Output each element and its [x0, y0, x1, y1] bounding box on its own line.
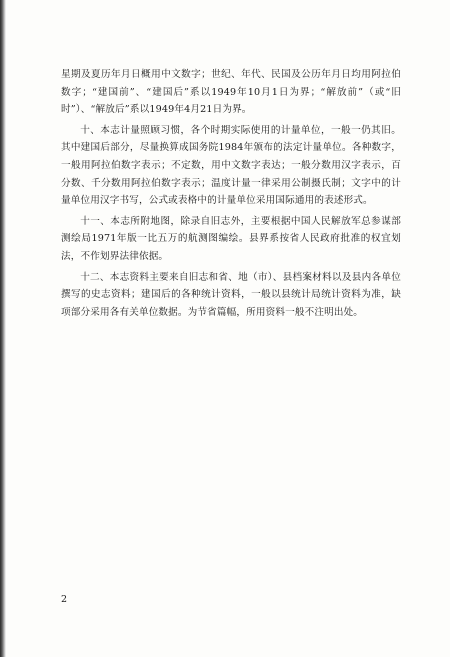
paragraph-continuation: 星期及夏历年月日概用中文数字；世纪、年代、民国及公历年月日均用阿拉伯数字；“建国前”、“建国后”系以1949年10月1日为界；“解放前”（或“旧时”）、“解放后”系以1949年4月21日为界。: [61, 69, 401, 116]
page-number: 2: [61, 594, 68, 605]
scan-binding-edge: [0, 0, 6, 657]
paragraph-item-11: 十一、本志所附地图，除录自旧志外，主要根据中国人民解放军总参谋部测绘局1971年版一比五万的航测图编绘。县界系按省人民政府批准的权宜划法，不作划界法律依据。: [61, 215, 401, 262]
paragraph-item-12: 十二、本志资料主要来自旧志和省、地（市）、县档案材料以及县内各单位撰写的史志资料；建国后的各种统计资料，一般以县统计局统计资料为准，缺项部分采用各有关单位数据。为节省篇幅，所用资料一般不注明出处。: [61, 271, 401, 318]
body-text: [61, 66, 401, 321]
paragraph-item-10: 十、本志计量照顾习惯，各个时期实际使用的计量单位，一般一仍其旧。其中建国后部分，尽量换算成国务院1984年颁布的法定计量单位。各种数字，一般用阿拉伯数字表示；不定数，用中文数字表达；一般分数用汉字表示，百分数、千分数用阿拉伯数字表示；温度计量一律采用公制摄氏制；文字中的计量单位用汉字书写，公式或表格中的计量单位采用国际通用的表述形式。: [61, 124, 401, 207]
